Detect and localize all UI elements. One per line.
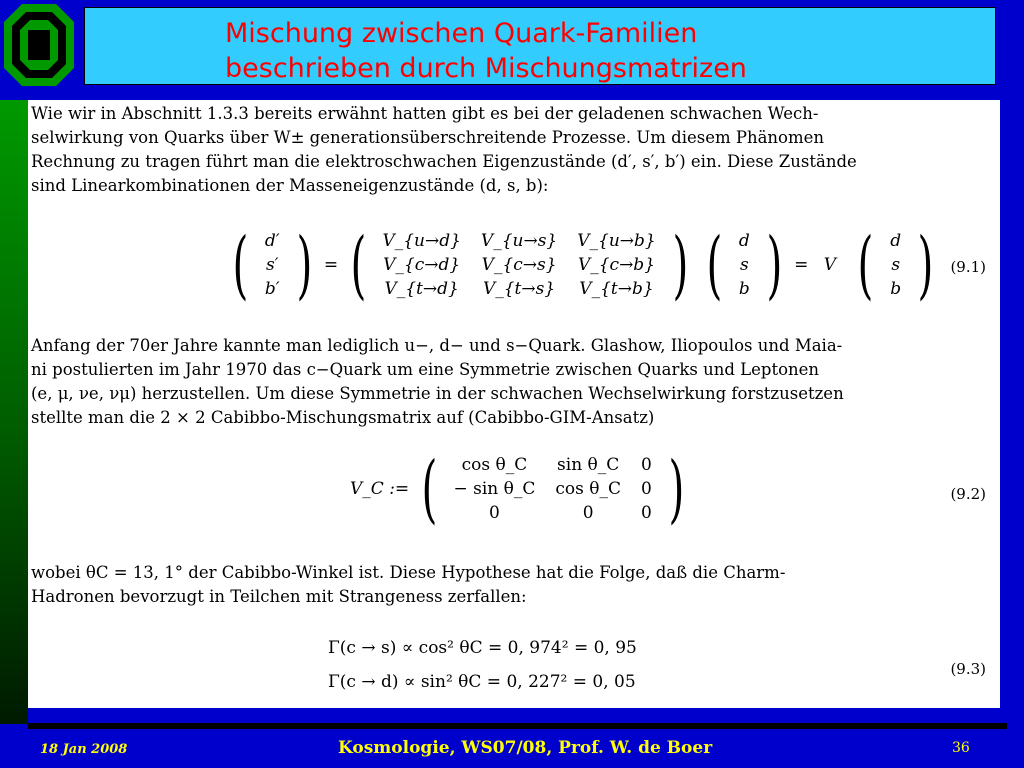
eq2-matrix-entry: 0	[488, 503, 500, 523]
eq2-matrix-entry: cos θ_C	[461, 455, 528, 475]
eq2-matrix-entry: 0	[641, 503, 652, 523]
paragraph-2-line: stellte man die 2 × 2 Cabibbo-Mischungsmatrix auf (Cabibbo-GIM-Ansatz)	[31, 408, 655, 427]
eq1-mass-vector	[729, 229, 760, 301]
paragraph-1-line: sind Linearkombinationen der Masseneigenzustände (d, s, b):	[31, 176, 549, 195]
paragraph-1-line: Wie wir in Abschnitt 1.3.3 bereits erwähnt hatten gibt es bei der geladenen schwachen Wech-	[31, 104, 819, 123]
eq1-matrix-entry: V_{t→d}	[384, 279, 459, 299]
footer-course: Kosmologie, WS07/08, Prof. W. de Boer	[338, 738, 713, 758]
eq1-vec-entry: b	[890, 279, 902, 299]
paragraph-2-line: ni postulierten im Jahr 1970 das c−Quark um eine Symmetrie zwischen Quarks und Leptonen	[31, 360, 820, 379]
title-line-2: beschrieben durch Mischungsmatrizen	[225, 53, 747, 84]
title-line-1: Mischung zwischen Quark-Familien	[225, 18, 698, 49]
eq1-lhs-entry: d′	[264, 231, 280, 251]
eq1-vec-entry: s	[739, 255, 749, 275]
eq1-matrix-entry: V_{u→b}	[577, 231, 656, 251]
eq1-matrix-entry: V_{t→s}	[482, 279, 556, 299]
paragraph-2-line: (e, μ, νe, νμ) herzustellen. Um diese Symmetrie in der schwachen Wechselwirkung forstzusetzen	[31, 384, 844, 403]
eq1-matrix-entry: V_{c→s}	[481, 255, 557, 275]
eq2-cabibbo-matrix	[443, 453, 661, 525]
eq2-matrix-entry: 0	[582, 503, 594, 523]
eq1-matrix-entry: V_{u→s}	[480, 231, 558, 251]
eq1-vec-entry: s	[891, 255, 901, 275]
eq2-matrix-entry: − sin θ_C	[453, 479, 536, 499]
footer-divider	[28, 723, 1007, 729]
paragraph-3-line: Hadronen bevorzugt in Teilchen mit Strangeness zerfallen:	[31, 587, 527, 606]
eq1-lhs-entry: b′	[264, 279, 280, 299]
eq2-lhs: V_C :=	[350, 479, 410, 499]
eq1-matrix-entry: V_{c→b}	[577, 255, 656, 275]
eq2-matrix-entry: 0	[641, 479, 652, 499]
eq1-ckm-matrix	[372, 229, 665, 301]
paragraph-3	[31, 561, 989, 609]
eq1-mass-vector-2	[880, 229, 911, 301]
paragraph-1-line: Rechnung zu tragen führt man die elektroschwachen Eigenzustände (d′, s′, b′) ein. Diese Zustände	[31, 152, 857, 171]
eq1-lhs-vector	[255, 229, 290, 301]
eq1-vec-entry: d	[890, 231, 902, 251]
paragraph-2	[31, 334, 989, 430]
paragraph-2-line: Anfang der 70er Jahre kannte man lediglich u−, d− und s−Quark. Glashow, Iliopoulos und Maia-	[31, 336, 843, 355]
footer-date: 18 Jan 2008	[40, 742, 128, 757]
title-box	[84, 7, 996, 85]
eq2-matrix-entry: 0	[641, 455, 652, 475]
eq1-matrix-entry: V_{t→b}	[579, 279, 654, 299]
equation-number-9-2: (9.2)	[950, 485, 986, 503]
slide-content	[28, 100, 1000, 708]
equation-number-9-1: (9.1)	[950, 258, 986, 276]
equation-9-1: ( d′ s′ b′ ) = ( V_{u→d} V_{u→s} V_{u→b} V_{c→d} V_{c→s} V_{c→b} V_{t→d} V_{t→s} V_{t→b} ) ( d s b ) = V ( d s b )	[232, 222, 934, 308]
eq1-matrix-entry: V_{u→d}	[382, 231, 461, 251]
university-logo-icon	[2, 2, 76, 88]
eq1-vec-entry: d	[738, 231, 750, 251]
equation-9-2: V_C := ( cos θ_C sin θ_C 0 − sin θ_C cos θ_C 0 0 0 0 )	[350, 446, 685, 532]
paragraph-1	[31, 102, 989, 198]
side-accent-bar	[0, 100, 28, 724]
eq1-vec-entry: b	[738, 279, 750, 299]
eq2-matrix-entry: sin θ_C	[557, 455, 620, 475]
equation-number-9-3: (9.3)	[950, 660, 986, 678]
eq1-V-symbol: V	[823, 255, 836, 275]
equation-9-3-line-1: Γ(c → s) ∝ cos² θC = 0, 974² = 0, 95	[328, 638, 637, 658]
eq1-lhs-entry: s′	[265, 255, 279, 275]
paragraph-3-line: wobei θC = 13, 1° der Cabibbo-Winkel ist. Diese Hypothese hat die Folge, daß die Charm-	[31, 563, 786, 582]
paragraph-1-line: selwirkung von Quarks über W± generationsüberschreitende Prozesse. Um diesem Phänomen	[31, 128, 825, 147]
equation-9-3-line-2: Γ(c → d) ∝ sin² θC = 0, 227² = 0, 05	[328, 672, 636, 692]
eq1-matrix-entry: V_{c→d}	[383, 255, 461, 275]
eq2-matrix-entry: cos θ_C	[555, 479, 621, 499]
footer-page-number: 36	[952, 740, 970, 756]
